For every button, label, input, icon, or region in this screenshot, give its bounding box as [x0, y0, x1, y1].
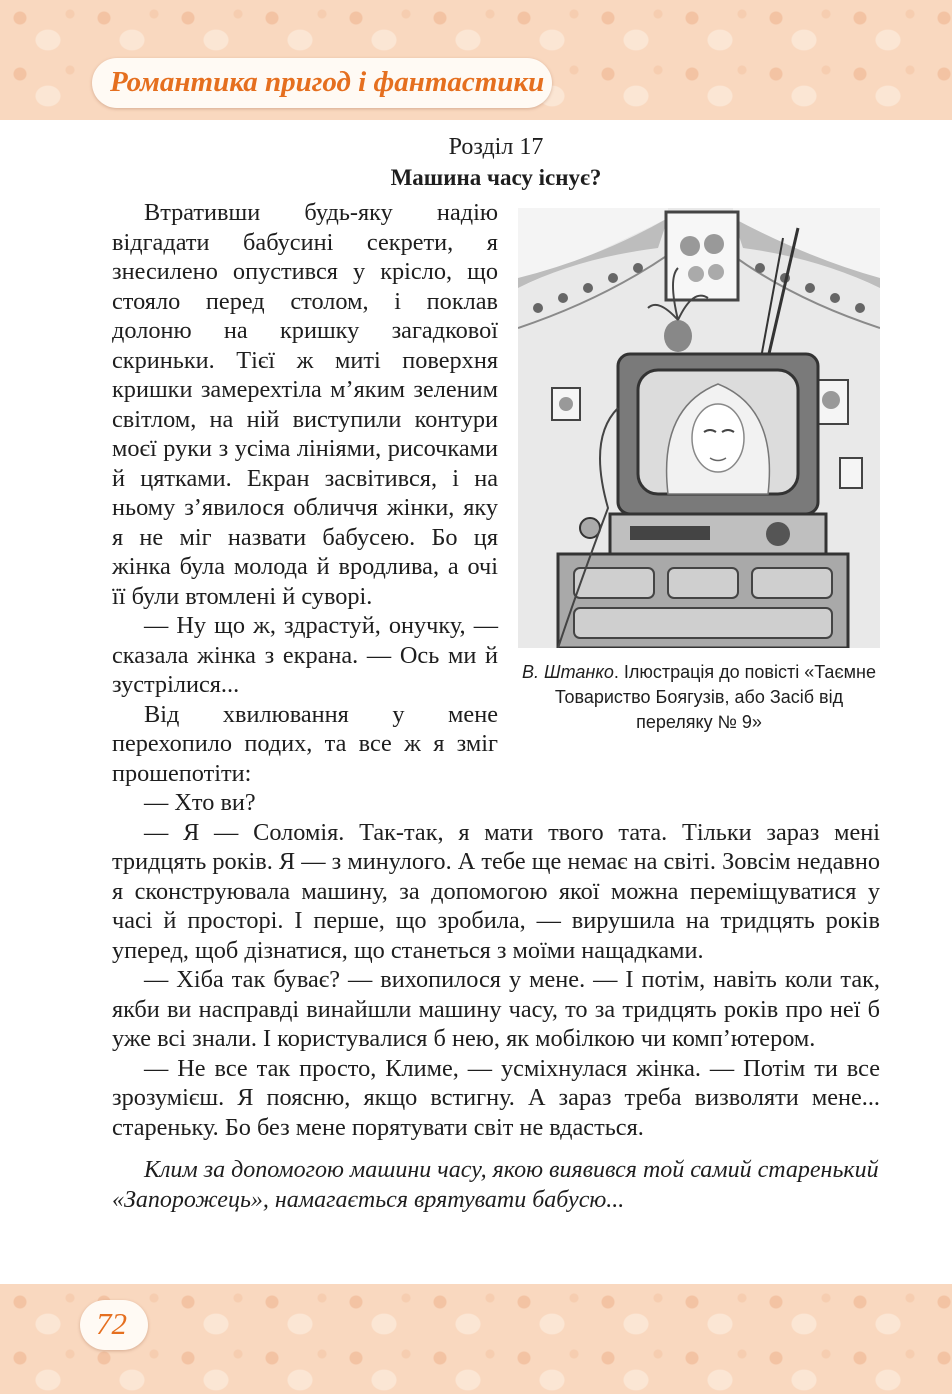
illustration-caption	[518, 660, 880, 735]
caption-text: . Ілюстрація до повісті «Таємне Товариство Боягузів, або Засіб від переляку № 9»	[554, 662, 876, 732]
paragraph: — Я — Соломія. Так-так, я мати твого тата. Тільки зараз мені тридцять років. Я — з минулого. А тебе ще немає на світі. Зовсім недавно я сконструювала машину, за допомогою якої можна переміщуватися у часі й просторі. І перше, що зробила, — вирушила на тридцять років уперед, щоб дізнатися, що станеться з моїми нащадками.	[112, 818, 880, 964]
paragraph: — Не все так просто, Климе, — усміхнулася жінка. — Потім ти все зрозумієш. Я поясню, якщо встигну. А зараз треба визволяти мене... стареньку. Бо без мене порятувати світ не вдасться.	[112, 1054, 880, 1141]
paragraph: — Ну що ж, здрастуй, онучку, — сказала жінка з екрана. — Ось ми й зустрілися...	[112, 612, 498, 698]
section-header	[92, 58, 552, 108]
illustration-figure	[518, 208, 880, 735]
paragraph: Від хвилювання у мене перехопило подих, та все ж я зміг прошепотіти:	[112, 700, 498, 787]
illustration-image	[518, 208, 880, 648]
caption-author: В. Штанко	[522, 662, 614, 682]
section-title: Романтика пригод і фантастики	[110, 66, 545, 98]
page-number: 72	[96, 1306, 127, 1341]
paragraph: — Хіба так буває? — вихопилося у мене. — І потім, навіть коли так, якби ви насправді винайшли машину часу, то за тридцять років про неї б уже всі знали. І користувалися б нею, як мобілкою чи комп’ютером.	[112, 966, 880, 1052]
paragraph: Втративши будь-яку надію відгадати бабусині секрети, я знесилено опустився у крісло, що стояло перед столом, і поклав долоню на кришку загадкової скриньки. Тієї ж миті поверхня кришки замерехтіла м’яким зеленим світлом, на ній виступили контури моєї руки з усіма лініями, рисочками й цятками. Екран засвітився, і на ньому з’явилося обличчя жінки, яку я не міг назвати бабусею. Бо ця жінка була молода й вродлива, а очі її були втомлені й суворі.	[112, 199, 498, 610]
paragraph: — Хто ви?	[144, 789, 256, 816]
chapter-title: Машина часу існує?	[390, 165, 602, 190]
chapter-summary: Клим за допомогою машини часу, якою виявився той самий старенький «Запорожець», намагається врятувати бабусю...	[112, 1157, 879, 1213]
page-content	[112, 132, 880, 1215]
chapter-label: Розділ 17	[448, 134, 544, 160]
page-number-badge	[80, 1300, 148, 1350]
